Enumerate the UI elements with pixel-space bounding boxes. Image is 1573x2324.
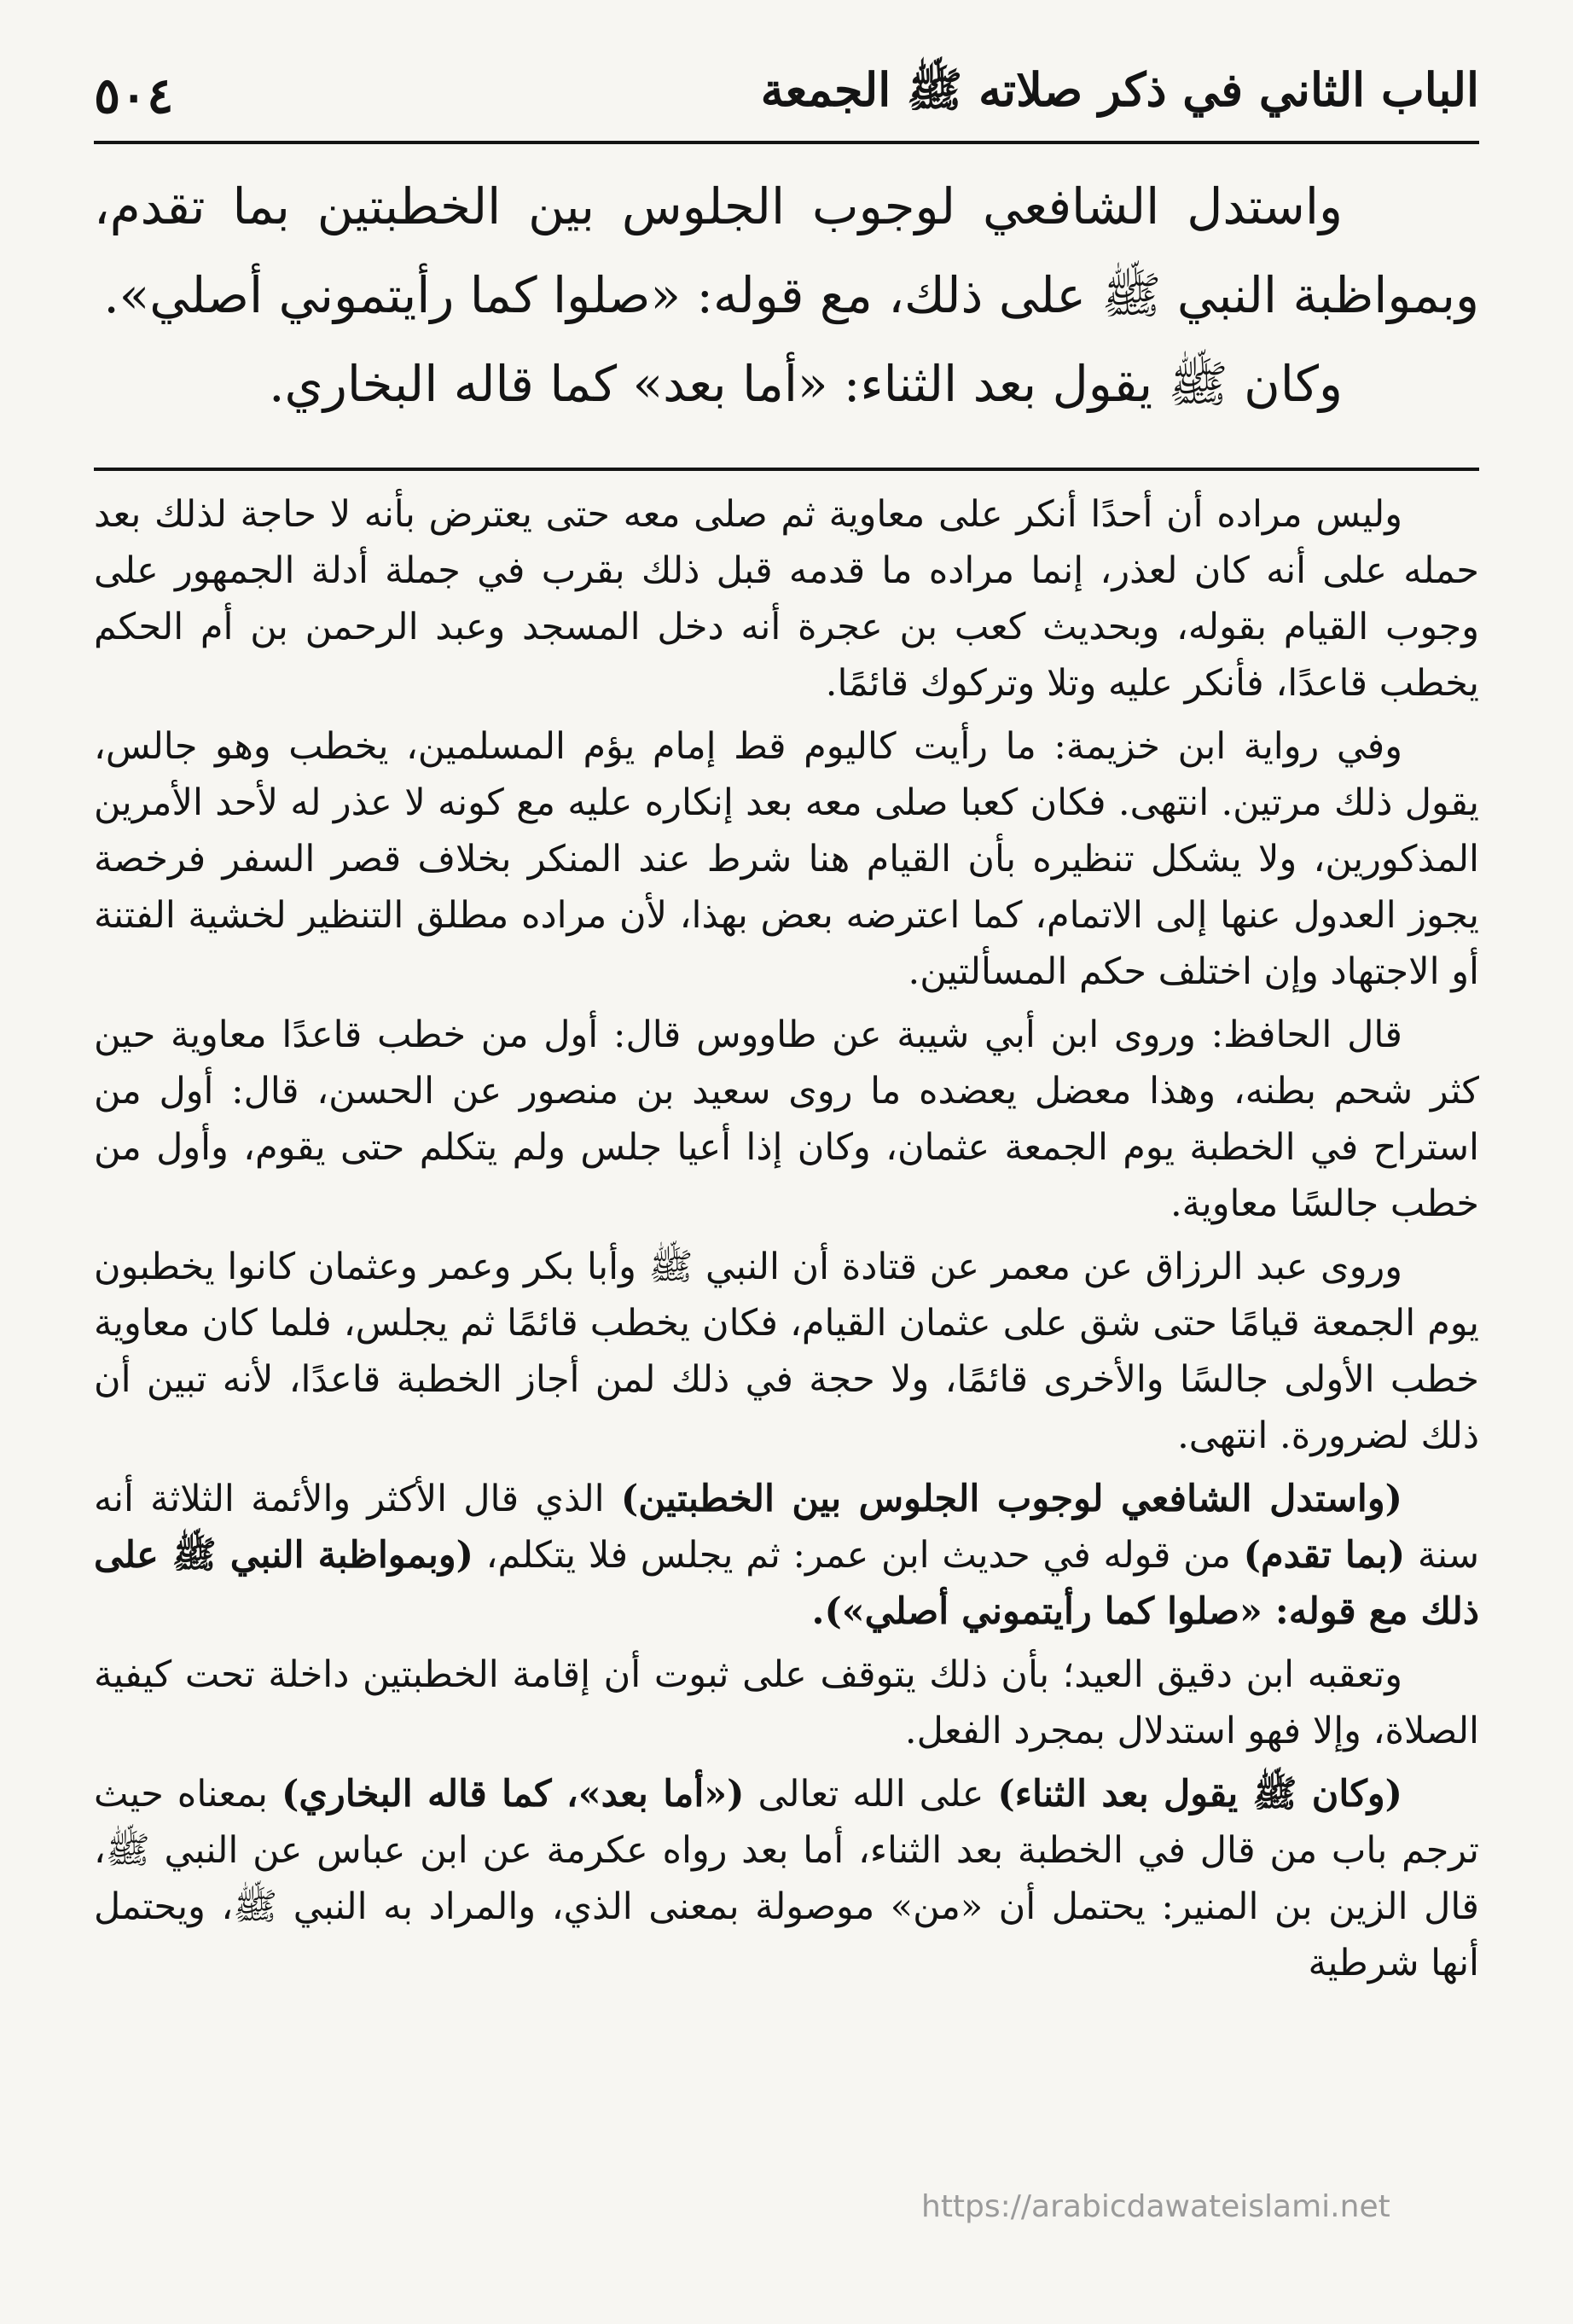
commentary-text: على الله تعالى — [744, 1773, 998, 1816]
commentary-text: من قوله في حديث ابن عمر: ثم يجلس فلا يتكلم، — [473, 1534, 1244, 1577]
commentary-paragraph: قال الحافظ: وروى ابن أبي شيبة عن طاووس قال: أول من خطب قاعدًا معاوية حين كثر شحم بطنه، وهذا معضل يعضده ما روى سعيد بن منصور عن الحسن، قال: أول من استراح في الخطبة يوم الجمعة عثمان، وكان إذا أعيا جلس ولم يتكلم حتى يقوم، وأول من خطب جالسًا معاوية. — [94, 1014, 1479, 1225]
quoted-text: (بما تقدم) — [1243, 1534, 1406, 1577]
page-number: ٥٠٤ — [94, 67, 174, 125]
commentary-paragraph: وروى عبد الرزاق عن معمر عن قتادة أن النبي ﷺ وأبا بكر وعمر وعثمان كانوا يخطبون يوم الجمعة قيامًا حتى شق على عثمان القيام، فكان يخطب قائمًا ثم يجلس، فلما كان معاوية خطب الأولى جالسًا والأخرى قائمًا، ولا حجة في ذلك لمن أجاز الخطبة قاعدًا، لأنه تبين أن ذلك لضرورة. انتهى. — [94, 1246, 1479, 1457]
quoted-text: (وكان ﷺ يقول بعد الثناء) — [997, 1773, 1403, 1816]
header-rule — [94, 141, 1479, 144]
commentary-text: الذي قال الأكثر والأئمة الثلاثة أنه سنة — [94, 1478, 1479, 1577]
main-text-paragraph: واستدل الشافعي لوجوب الجلوس بين الخطبتين بما تقدم، وبمواظبة النبي ﷺ على ذلك، مع قوله: «صلوا كما رأيتموني أصلي». — [94, 177, 1479, 324]
running-title: الباب الثاني في ذكر صلاته ﷺ الجمعة — [760, 62, 1479, 117]
quoted-text: (وبمواظبة النبي ﷺ على ذلك مع قوله: «صلوا كما رأيتموني أصلي»). — [94, 1534, 1479, 1633]
quoted-text: («أما بعد»، كما قاله البخاري) — [282, 1773, 745, 1816]
main-text — [94, 162, 1479, 428]
section-divider — [94, 468, 1479, 471]
commentary-paragraph — [94, 1471, 1479, 1640]
commentary-paragraph: وتعقبه ابن دقيق العيد؛ بأن ذلك يتوقف على ثبوت أن إقامة الخطبتين داخلة تحت كيفية الصلاة، وإلا فهو استدلال بمجرد الفعل. — [94, 1653, 1479, 1752]
page-header — [94, 53, 1479, 138]
commentary-paragraph: وليس مراده أن أحدًا أنكر على معاوية ثم صلى معه حتى يعترض بأنه لا حاجة لذلك بعد حمله على أنه كان لعذر، إنما مراده ما قدمه قبل ذلك بقرب في جملة أدلة الجمهور على وجوب القيام بقوله، وبحديث كعب بن عجرة أنه دخل المسجد وعبد الرحمن بن أم الحكم يخطب قاعدًا، فأنكر عليه وتلا وتركوك قائمًا. — [94, 493, 1479, 705]
main-text-paragraph: وكان ﷺ يقول بعد الثناء: «أما بعد» كما قاله البخاري. — [269, 355, 1343, 413]
commentary — [94, 486, 1479, 2213]
commentary-text: بمعناه حيث ترجم باب من قال في الخطبة بعد الثناء، أما بعد رواه عكرمة عن ابن عباس عن النبي ﷺ، قال الزين بن المنير: يحتمل أن «من» موصولة بمعنى الذي، والمراد به النبي ﷺ، ويحتمل أنها شرطية — [94, 1773, 1479, 1984]
quoted-text: (واستدل الشافعي لوجوب الجلوس بين الخطبتين) — [620, 1478, 1402, 1520]
commentary-paragraph — [94, 1766, 1479, 1991]
commentary-paragraph: وفي رواية ابن خزيمة: ما رأيت كاليوم قط إمام يؤم المسلمين، يخطب وهو جالس، يقول ذلك مرتين. انتهى. فكان كعبا صلى معه بعد إنكاره عليه مع كونه لا عذر له لأحد الأمرين المذكورين، ولا يشكل تنظيره بأن القيام هنا شرط عند المنكر بخلاف قصر السفر فرخصة يجوز العدول عنها إلى الاتمام، كما اعترضه بعض بهذا، لأن مراده مطلق التنظير لخشية الفتنة أو الاجتهاد وإن اختلف حكم المسألتين. — [94, 725, 1479, 993]
watermark-url: https://arabicdawateislami.net — [921, 2189, 1390, 2224]
